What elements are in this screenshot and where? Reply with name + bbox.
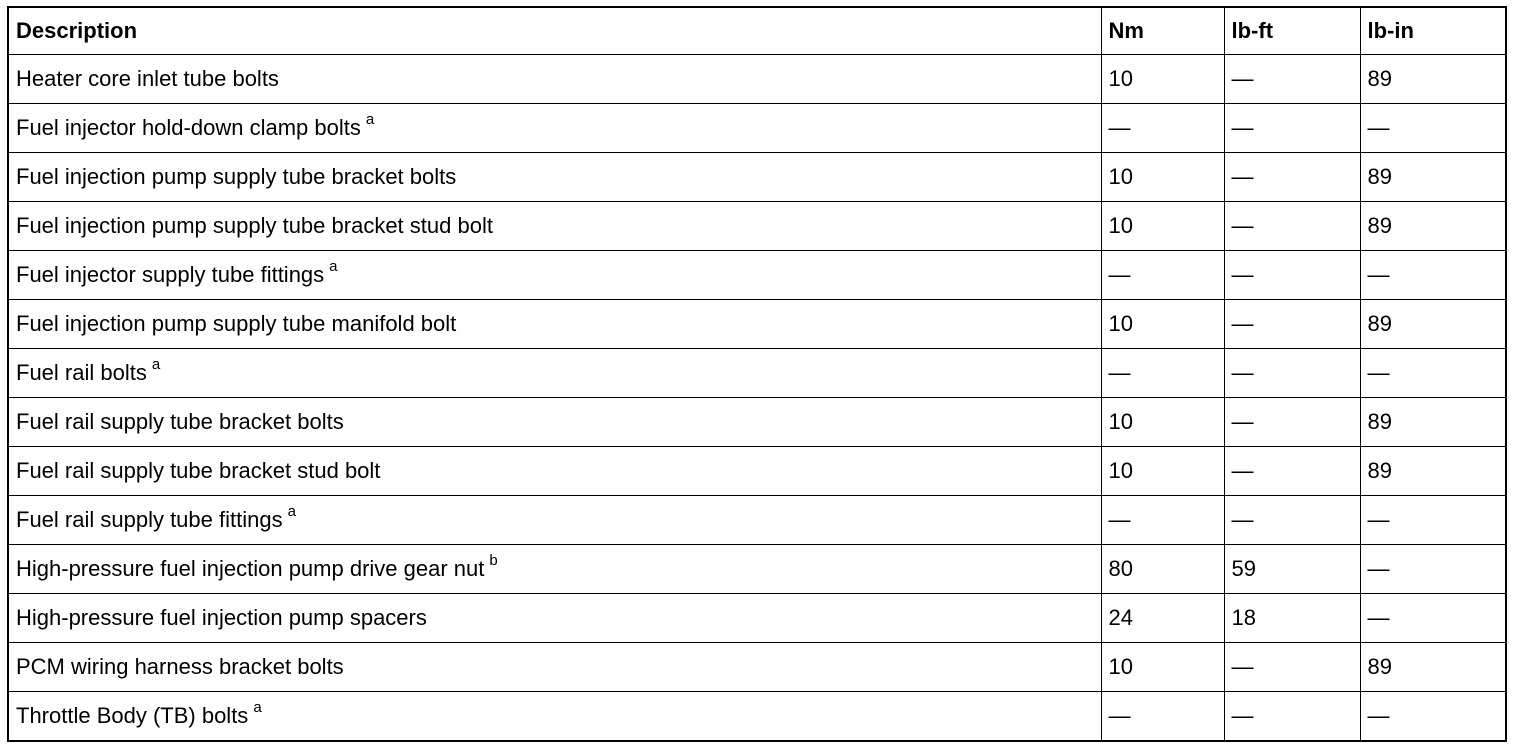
nm-cell: 10	[1101, 55, 1224, 104]
header-lb-in: lb-in	[1360, 8, 1505, 55]
table-row	[9, 545, 1505, 594]
nm-cell: 10	[1101, 202, 1224, 251]
table-row	[9, 496, 1505, 545]
lb-ft-cell: —	[1224, 447, 1360, 496]
footnote-marker: a	[287, 503, 296, 520]
lb-ft-cell: —	[1224, 349, 1360, 398]
header-description: Description	[9, 8, 1101, 55]
description-cell	[9, 496, 1101, 545]
description-text: Fuel injection pump supply tube bracket stud bolt	[16, 213, 493, 238]
lb-ft-cell: —	[1224, 692, 1360, 741]
lb-in-cell: —	[1360, 545, 1505, 594]
description-cell	[9, 692, 1101, 741]
lb-ft-cell: 18	[1224, 594, 1360, 643]
nm-cell: —	[1101, 496, 1224, 545]
table-row	[9, 594, 1505, 643]
description-cell	[9, 300, 1101, 349]
lb-in-cell: —	[1360, 496, 1505, 545]
description-cell	[9, 594, 1101, 643]
nm-cell: —	[1101, 104, 1224, 153]
table-row	[9, 104, 1505, 153]
description-text: Fuel injection pump supply tube bracket bolts	[16, 164, 457, 189]
description-text: Fuel rail bolts	[16, 360, 147, 385]
nm-cell: 10	[1101, 447, 1224, 496]
lb-in-cell: 89	[1360, 202, 1505, 251]
description-text: High-pressure fuel injection pump spacers	[16, 605, 427, 630]
nm-cell: 80	[1101, 545, 1224, 594]
table-header-row	[9, 8, 1505, 55]
lb-in-cell: 89	[1360, 55, 1505, 104]
lb-in-cell: 89	[1360, 300, 1505, 349]
description-cell	[9, 545, 1101, 594]
nm-cell: 10	[1101, 153, 1224, 202]
lb-in-cell: —	[1360, 594, 1505, 643]
nm-cell: 24	[1101, 594, 1224, 643]
lb-ft-cell: —	[1224, 153, 1360, 202]
footnote-marker: a	[151, 356, 161, 373]
table-row	[9, 643, 1505, 692]
torque-specification-table-frame	[7, 6, 1507, 742]
lb-ft-cell: —	[1224, 104, 1360, 153]
description-cell	[9, 202, 1101, 251]
lb-in-cell: —	[1360, 349, 1505, 398]
lb-ft-cell: —	[1224, 398, 1360, 447]
description-text: Fuel rail supply tube bracket bolts	[16, 409, 344, 434]
description-cell	[9, 153, 1101, 202]
lb-ft-cell: —	[1224, 300, 1360, 349]
table-row	[9, 447, 1505, 496]
description-text: Heater core inlet tube bolts	[16, 66, 279, 91]
footnote-marker: a	[329, 258, 338, 275]
torque-specification-table	[9, 8, 1505, 740]
lb-in-cell: 89	[1360, 153, 1505, 202]
description-cell	[9, 643, 1101, 692]
lb-ft-cell: —	[1224, 643, 1360, 692]
lb-in-cell: 89	[1360, 643, 1505, 692]
description-cell	[9, 55, 1101, 104]
footnote-marker: a	[253, 699, 262, 716]
table-body	[9, 55, 1505, 741]
table-row	[9, 692, 1505, 741]
description-text: Fuel rail supply tube bracket stud bolt	[16, 458, 381, 483]
description-cell	[9, 398, 1101, 447]
nm-cell: —	[1101, 251, 1224, 300]
description-cell	[9, 104, 1101, 153]
description-cell	[9, 447, 1101, 496]
table-row	[9, 300, 1505, 349]
lb-in-cell: 89	[1360, 398, 1505, 447]
lb-ft-cell: —	[1224, 496, 1360, 545]
description-text: Fuel injection pump supply tube manifold bolt	[16, 311, 457, 336]
table-row	[9, 55, 1505, 104]
description-text: Fuel injector supply tube fittings	[16, 262, 325, 287]
footnote-marker: a	[365, 111, 375, 128]
nm-cell: —	[1101, 349, 1224, 398]
description-cell	[9, 251, 1101, 300]
description-text: Fuel injector hold-down clamp bolts	[16, 115, 361, 140]
nm-cell: 10	[1101, 398, 1224, 447]
table-row	[9, 153, 1505, 202]
description-text: PCM wiring harness bracket bolts	[16, 654, 344, 679]
table-row	[9, 349, 1505, 398]
description-cell	[9, 349, 1101, 398]
description-text: High-pressure fuel injection pump drive gear nut	[16, 556, 485, 581]
lb-in-cell: —	[1360, 692, 1505, 741]
table-row	[9, 398, 1505, 447]
lb-ft-cell: —	[1224, 251, 1360, 300]
nm-cell: 10	[1101, 643, 1224, 692]
header-nm: Nm	[1101, 8, 1224, 55]
lb-ft-cell: —	[1224, 55, 1360, 104]
lb-ft-cell: —	[1224, 202, 1360, 251]
table-row	[9, 202, 1505, 251]
lb-in-cell: —	[1360, 104, 1505, 153]
description-text: Fuel rail supply tube fittings	[16, 507, 283, 532]
table-row	[9, 251, 1505, 300]
lb-ft-cell: 59	[1224, 545, 1360, 594]
lb-in-cell: 89	[1360, 447, 1505, 496]
nm-cell: 10	[1101, 300, 1224, 349]
footnote-marker: b	[489, 552, 498, 569]
lb-in-cell: —	[1360, 251, 1505, 300]
header-lb-ft: lb-ft	[1224, 8, 1360, 55]
description-text: Throttle Body (TB) bolts	[16, 703, 249, 728]
nm-cell: —	[1101, 692, 1224, 741]
